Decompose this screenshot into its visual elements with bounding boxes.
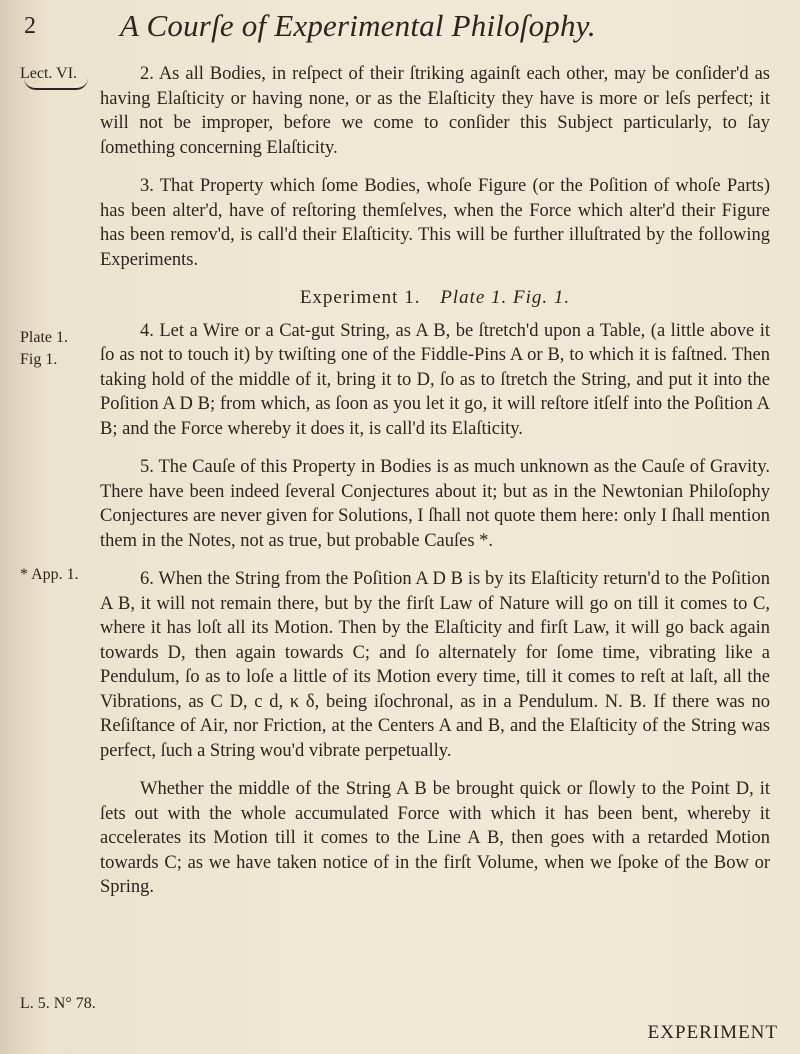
margin-plate: Plate 1. [20, 329, 68, 346]
paragraph-4: 4. Let a Wire or a Cat-gut String, as A B, be ſtretch'd upon a Table, (a little above it ſo as not to touch it) by twiſting one of the Fiddle-Pins A or B, to which it is faſtned. Then taking hold of the middle of it, bring it to D, ſo as to ſtretch the String, and put it into the Poſition A D B; from which, as ſoon as you let it go, it will reſtore itſelf into the Poſition A B; and the Force whereby it does it, is call'd its Elaſticity. [100, 320, 770, 439]
experiment-label: Experiment 1. [299, 287, 421, 308]
paragraph-2: 2. As all Bodies, in reſpect of their ſtriking againſt each other, may be conſider'd as having Elaſticity or having none, or as the Elaſticity they have is more or leſs perfect; it will not be improper, before we come to conſider this Subject particularly, to ſay ſomething concerning Elaſticity. [100, 64, 770, 158]
page-header [24, 6, 780, 46]
margin-lecture: Lect. VI. [20, 65, 78, 82]
margin-fig: Fig 1. [20, 351, 58, 368]
running-title: A Courſe of Experimental Philoſophy. [120, 8, 596, 43]
catchword: EXPERIMENT [647, 1022, 778, 1043]
paragraph-5: 5. The Cauſe of this Property in Bodies is as much unknown as the Cauſe of Gravity. There have been indeed ſeveral Conjectures about it; but as in the Newtonian Philoſophy Conjectures are never given for Solutions, I ſhall not quote them here: only I ſhall mention them in the Notes, not as true, but probable Cauſes *. [100, 457, 770, 551]
paragraph-3: 3. That Property which ſome Bodies, whoſe Figure (or the Poſition of whoſe Parts) has been alter'd, have of reſtoring themſelves, when the Force which alter'd their Figure has been remov'd, is call'd their Elaſticity. This will be further illuſtrated by the following Experiments. [100, 176, 770, 270]
margin-appendix-ref: * App. 1. [20, 566, 79, 583]
paragraph-6: 6. When the String from the Poſition A D B is by its Elaſticity return'd to the Poſition A B, it will not remain there, but by the firſt Law of Nature will go on till it comes to C, where it has loſt all its Motion. Then by the Elaſticity and firſt Law, it will go back again towards D, then again towards C; and ſo alternately for ſome time, vibrating like a Pendulum, ſo as to loſe a little of its Motion every time, till it comes to reſt at laſt, all the Vibrations, as C D, c d, κ δ, being iſochronal, as in a Pendulum. N. B. If there was no Reſiſtance of Air, nor Friction, at the Centers A and B, and the Elaſticity of the String was perfect, ſuch a String wou'd vibrate perpetually. [100, 569, 770, 761]
experiment-heading [100, 286, 770, 311]
paragraph-7: Whether the middle of the String A B be brought quick or ſlowly to the Point D, it ſets out with the whole accumulated Force with which it has been bent, whereby it accelerates its Motion till it comes to the Line A B, then goes with a retarded Motion towards C; as we have taken notice of in the firſt Volume, when we ſpoke of the Bow or Spring. [100, 779, 770, 897]
main-text [100, 62, 770, 914]
experiment-plate-ref: Plate 1. Fig. 1. [440, 287, 571, 308]
margin-volume-ref: L. 5. N° 78. [20, 995, 96, 1012]
lecture-bracket [24, 78, 88, 90]
page-number: 2 [24, 13, 36, 39]
